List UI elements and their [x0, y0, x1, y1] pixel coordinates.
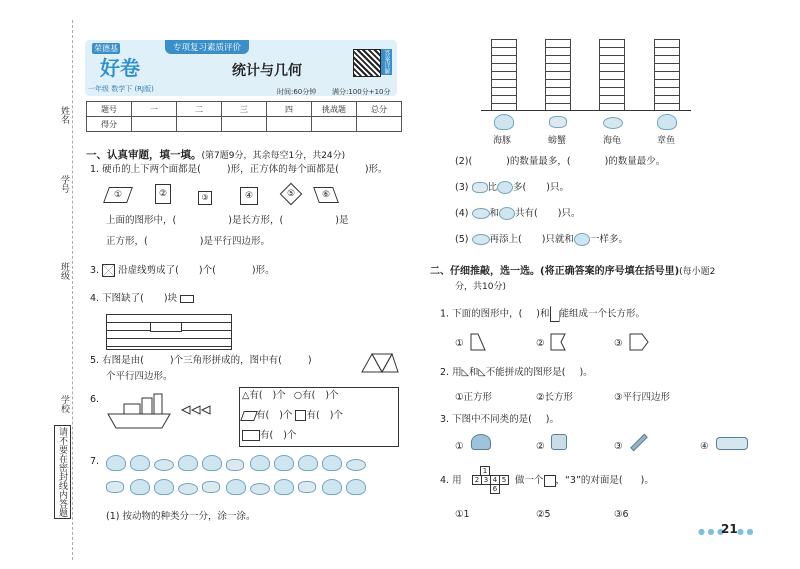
side-id-label: 学号	[59, 175, 69, 193]
turtle-icon	[178, 483, 198, 495]
c4-text: ，“3”的对面是(	[555, 475, 623, 486]
octopus-icon	[274, 479, 294, 495]
q3	[90, 264, 275, 277]
q3-text: )形。	[251, 265, 275, 276]
c2-option-3[interactable]: ③平行四边形	[614, 392, 671, 403]
table-cell: 二	[177, 102, 222, 117]
shape-6	[313, 187, 339, 203]
c1-option-1[interactable]	[455, 337, 464, 350]
cut-square-icon	[102, 264, 115, 277]
q4	[90, 292, 194, 305]
q6-text: )个	[325, 390, 339, 401]
q1-line2	[106, 214, 348, 227]
rectangle-icon	[242, 430, 260, 441]
c1-option-3[interactable]	[614, 337, 623, 350]
shape-5	[280, 183, 303, 206]
c1-text: 能组成一个长方形。	[559, 308, 646, 320]
c3-text: )。	[545, 414, 560, 425]
q1-line1	[90, 163, 388, 176]
shape-label: ⑤	[286, 188, 296, 199]
turtle-icon	[603, 117, 623, 129]
q6-row3	[242, 429, 296, 442]
c1-shape-1	[470, 333, 486, 351]
c1-text: )和	[536, 308, 550, 320]
crab-icon	[549, 116, 567, 128]
net-cell: 5	[499, 475, 509, 485]
c1	[440, 306, 645, 322]
q6-row1	[242, 389, 339, 402]
octopus-icon	[226, 479, 246, 495]
octopus-icon	[154, 479, 174, 495]
r-q4-text: )只。	[557, 208, 581, 219]
r-q4	[455, 207, 580, 220]
eraser-icon	[716, 437, 748, 450]
table-cell: 得分	[87, 117, 132, 132]
triangle-strip-figure	[360, 352, 400, 374]
page-number-dots-left: ● ● ●	[698, 527, 725, 536]
shape-3: ③	[198, 191, 212, 205]
pencil-sharpener-icon	[551, 434, 567, 450]
animal-group	[104, 455, 384, 499]
score-cell[interactable]	[312, 117, 357, 132]
c2-text: 不能拼成的图形是(	[485, 367, 566, 378]
q1-text: )形。	[364, 164, 388, 175]
binding-line	[72, 20, 73, 560]
r-q4-text: 共有(	[515, 208, 538, 219]
section2-heading	[430, 259, 715, 278]
r-q5	[455, 233, 628, 246]
chart-column-crab[interactable]	[545, 39, 571, 111]
chart-label-octopus: 章鱼	[657, 136, 676, 146]
page-number: 21	[721, 522, 738, 536]
turtle-icon	[250, 483, 270, 495]
score-cell[interactable]	[177, 117, 222, 132]
score-table	[86, 101, 402, 132]
brick-icon	[180, 295, 194, 303]
q3-number: 3.	[90, 265, 100, 276]
section2-note: (每小题2	[679, 267, 716, 277]
c1-text: 1. 下面的图形中，(	[440, 308, 523, 320]
r-q2-text: )的数量最少。	[604, 156, 666, 167]
option-label: ③	[614, 441, 623, 452]
table-cell: 四	[267, 102, 312, 117]
q1-text: )是平行四边形。	[199, 236, 270, 247]
option-label: ④	[700, 441, 709, 452]
table-cell: 总分	[357, 102, 402, 117]
chart-label-dolphin: 海豚	[493, 136, 512, 146]
r-q3-text: 多(	[513, 182, 527, 193]
chart-label-crab: 螃蟹	[548, 136, 567, 146]
q4-text: )块	[163, 293, 178, 304]
octopus-icon	[322, 455, 342, 471]
r-q3-text: 比	[487, 182, 498, 193]
crab-icon	[226, 459, 244, 471]
table-cell: 题号	[87, 102, 132, 117]
turtle-icon	[472, 234, 490, 245]
shape-label: ①	[113, 190, 123, 200]
section1-title: 一、认真审题，填一填。	[86, 149, 202, 161]
option-label: ②	[536, 338, 545, 349]
r-q4-text: (4)	[455, 208, 469, 219]
r-q2-text: (2)(	[455, 156, 473, 167]
octopus-icon	[499, 207, 515, 220]
page-title: 统计与几何	[232, 63, 302, 79]
table-cell: 三	[222, 102, 267, 117]
c4-option-3[interactable]: ③6	[614, 509, 629, 520]
q7-sub1: (1) 按动物的种类分一分，涂一涂。	[106, 511, 256, 522]
q6-text: )个	[283, 430, 297, 441]
shape-1	[103, 187, 133, 203]
octopus-icon	[178, 455, 198, 471]
score-table-score-row	[87, 117, 402, 132]
q6-text: 有(	[306, 410, 320, 421]
q1-text: )是长方形，(	[228, 215, 284, 226]
c3-option-4[interactable]	[700, 440, 709, 453]
q1-text: 1. 硬币的上下两个面都是(	[90, 164, 201, 175]
score-table-header-row	[87, 102, 402, 117]
net-cell: 1	[480, 466, 490, 476]
chart-baseline	[481, 110, 691, 111]
r-q3-text: )只。	[546, 182, 569, 193]
section2-note2: 分，共10分)	[455, 282, 506, 292]
dolphin-icon	[494, 114, 514, 130]
score-cell[interactable]	[132, 117, 177, 132]
c1-option-2[interactable]	[536, 337, 545, 350]
option-label: ①	[455, 338, 464, 349]
cube-net	[472, 466, 512, 492]
q6-text: 有(	[302, 390, 316, 401]
turtle-icon	[472, 208, 490, 219]
c3-option-1[interactable]	[455, 440, 464, 453]
r-q3	[455, 181, 569, 194]
score-total-label: 满分:100分+10分	[332, 88, 391, 96]
crab-icon	[472, 182, 488, 193]
banner-tag: 专项复习素质评价	[165, 40, 249, 54]
q6-text: 有(	[256, 410, 270, 421]
r-q2-text: )的数量最多，(	[506, 156, 571, 167]
score-cell[interactable]	[267, 117, 312, 132]
qr-label: 答案详解	[383, 50, 390, 74]
pencil-icon	[630, 434, 648, 452]
q7-number: 7.	[90, 456, 100, 467]
q6-text: )个	[272, 390, 286, 401]
c4-option-1[interactable]: ①1	[455, 509, 470, 520]
shape-label: ⑥	[321, 190, 331, 200]
c4-option-2[interactable]: ②5	[536, 509, 551, 520]
q1-text: 上面的图形中，(	[106, 215, 177, 226]
side-school-label: 学校	[59, 395, 69, 413]
side-name-label: 姓名	[59, 106, 69, 124]
trapezoid-icon	[550, 306, 560, 322]
section1-heading	[86, 143, 345, 162]
c2-option-1[interactable]: ①正方形	[455, 392, 493, 403]
r-q4-text: 和	[489, 208, 500, 219]
q6-row2	[242, 409, 343, 422]
c2-text: 和	[468, 367, 479, 378]
crab-icon	[106, 481, 124, 493]
triangle-icon: ◺	[461, 367, 469, 378]
time-label: 时间:60分钟	[277, 88, 317, 96]
hat-icon	[471, 434, 491, 450]
c4	[440, 474, 462, 487]
score-cell[interactable]	[357, 117, 402, 132]
r-q5-text: (5)	[455, 234, 469, 245]
boat-figure	[104, 392, 234, 432]
option-label: ①	[455, 441, 464, 452]
q1-text: )是	[335, 215, 349, 226]
section2-title: 二、仔细推敲，选一选。(将正确答案的序号填在括号里)	[430, 266, 680, 277]
c3-option-2[interactable]	[536, 440, 545, 453]
brand-small: 荣德基	[94, 44, 118, 53]
c4-text: 4. 用	[440, 475, 462, 486]
square-icon	[295, 410, 306, 421]
q6-text: 有(	[260, 430, 274, 441]
q1-text: )形，正方体的每个面都是(	[226, 164, 339, 175]
octopus-icon	[106, 455, 126, 471]
chart-column-octopus[interactable]	[654, 39, 680, 111]
turtle-icon	[346, 459, 366, 471]
side-notice: 请不要在密封线内答题	[54, 425, 71, 519]
grade-label: 一年级 数学下 (RJ版)	[88, 85, 154, 93]
q1-text: 正方形，(	[106, 236, 148, 247]
side-class-label: 班级	[59, 262, 69, 280]
octopus-icon	[202, 455, 222, 471]
r-q3-text: (3)	[455, 182, 469, 193]
chart-column-turtle[interactable]	[599, 39, 625, 111]
octopus-icon	[574, 233, 590, 246]
crab-icon	[202, 481, 220, 493]
q6-text: 有(	[249, 390, 263, 401]
chart-label-turtle: 海龟	[603, 136, 622, 146]
octopus-icon	[250, 455, 270, 471]
octopus-icon	[274, 455, 294, 471]
brick-wall	[106, 314, 232, 350]
q5-text: )	[307, 355, 312, 366]
table-cell: 一	[132, 102, 177, 117]
q5-line1	[90, 354, 312, 367]
chart-column-dolphin[interactable]	[491, 39, 517, 111]
q5-text: )个三角形拼成的，图中有(	[169, 355, 282, 366]
c1-shape-2	[550, 333, 566, 351]
option-label: ②	[536, 441, 545, 452]
c2-text: 2. 用	[440, 367, 462, 378]
c4-text: 做一个	[515, 475, 544, 486]
net-cell: 6	[490, 484, 500, 494]
c1-shape-3	[629, 333, 649, 351]
crab-icon	[298, 481, 316, 493]
q5-text: 5. 右图是由(	[90, 355, 144, 366]
octopus-icon	[298, 455, 318, 471]
net-cell: 3	[481, 475, 491, 485]
octopus-icon	[322, 479, 342, 495]
c2-option-2[interactable]: ②长方形	[536, 392, 574, 403]
c4-text: )。	[640, 475, 654, 486]
c2-text: )。	[579, 367, 593, 378]
octopus-icon	[657, 114, 677, 130]
octopus-icon	[497, 181, 513, 194]
q3-text: )个(	[198, 265, 216, 276]
r-q2	[455, 155, 665, 168]
net-cell: 4	[490, 475, 500, 485]
q5-line2: 个平行四边形。	[106, 371, 173, 382]
octopus-icon	[130, 479, 150, 495]
q4-text: 4. 下图缺了(	[90, 293, 144, 304]
cube-icon	[544, 475, 556, 487]
octopus-icon	[346, 479, 366, 495]
shape-4: ④	[240, 187, 258, 205]
option-label: ③	[614, 338, 623, 349]
q1-line3	[106, 235, 270, 248]
table-cell: 挑战题	[312, 102, 357, 117]
c3	[440, 413, 559, 426]
r-q5-text: 再添上(	[489, 234, 522, 245]
section1-note: (第7题9分，其余每空1分，共24分)	[201, 151, 346, 161]
r-q5-text: 一样多。	[589, 234, 628, 245]
shape-2: ②	[155, 184, 171, 204]
c4-tail	[515, 474, 654, 487]
q6-text: )个	[329, 410, 343, 421]
qr-code[interactable]	[353, 49, 381, 77]
triangle-icon: ◺	[478, 367, 486, 378]
octopus-icon	[130, 455, 150, 471]
turtle-icon	[154, 459, 174, 471]
page-number-dots-right: ● ●	[737, 527, 754, 536]
circle-icon: ○	[293, 390, 303, 401]
c3-option-3[interactable]	[614, 440, 623, 453]
q3-text: 沿虚线剪成了(	[118, 265, 179, 276]
brick-wall-gap	[150, 322, 182, 332]
net-cell: 2	[472, 475, 482, 485]
triangle-icon: △	[242, 390, 250, 401]
q6-number: 6.	[90, 394, 100, 405]
score-cell[interactable]	[222, 117, 267, 132]
c2	[440, 366, 593, 379]
r-q5-text: )只就和	[541, 234, 574, 245]
c3-text: 3. 下图中不同类的是(	[440, 414, 532, 425]
brand-logo: 好卷	[100, 56, 140, 80]
q6-text: )个	[279, 410, 293, 421]
